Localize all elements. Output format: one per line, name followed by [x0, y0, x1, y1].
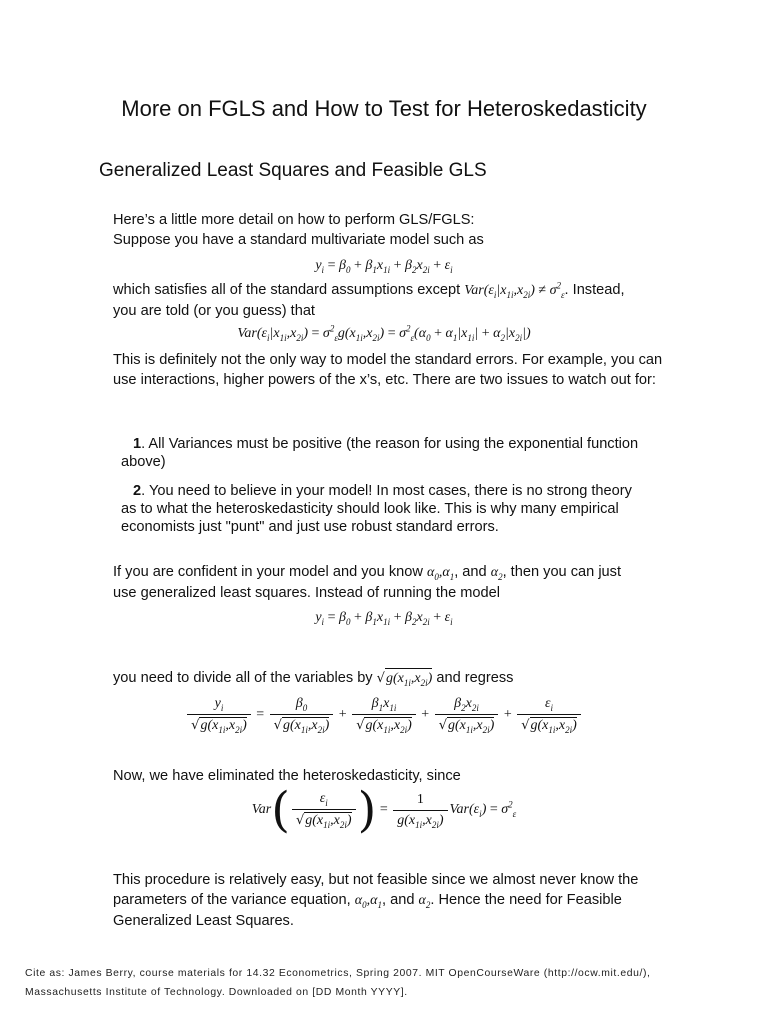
divide-text-a: you need to divide all of the variables by: [113, 670, 373, 686]
procedure-line-3: Generalized Least Squares.: [113, 913, 294, 929]
procedure-text-2a: parameters of the variance equation,: [113, 892, 351, 908]
alpha-2: $\alpha_2$: [490, 565, 503, 582]
transformed-regression-equation: $\frac{y_i}{√g(x_{1i},x_{2i})}$ = $\frac{\beta_0}{√g(x_{1i},x_{2i})}$ + $\frac{\beta_1x_{1i}}{√g(x_{1i},x_{2i})}$ + $\frac{\beta_2x_{2i}}{√g(x_{1i},x_{2i})}$ + $\frac{\varepsilon_i}{√g(x_{1i},x_{2i})}$: [0, 696, 768, 734]
confident-line-2: use generalized least squares. Instead of running the model: [113, 585, 500, 601]
variance-transformed-equation: Var( $\frac{\varepsilon_i}{√g(x_{1i},x_{2i})}$ ) = $\frac{1}{g(x_{1i},x_{2i})}$ $Var(\varepsilon_i) = \sigma^2_\varepsilon$: [251, 782, 517, 838]
section-heading: Generalized Least Squares and Feasible GLS: [99, 160, 487, 181]
eliminated-sentence: Now, we have eliminated the heteroskedasticity, since: [113, 768, 461, 784]
assumption-text-a: which satisfies all of the standard assumptions except: [113, 282, 461, 298]
assumption-paragraph: [113, 280, 683, 321]
procedure-alpha-2: $\alpha_2$: [418, 893, 431, 910]
issue-text-1: . All Variances must be positive (the reason for using the exponential function above): [121, 436, 639, 470]
confident-paragraph: [113, 562, 683, 603]
sqrt-g-expression: $√g(x_{1i},x_{2i})$: [377, 671, 433, 686]
procedure-paragraph: [113, 870, 683, 931]
variance-model-equation: $Var(\varepsilon_i|x_{1i},x_{2i}) = \sigma^2_\varepsilon g(x_{1i},x_{2i}) = \sigma^2_\varepsilon(\alpha_0 + \alpha_1|x_{1i}| + \alpha_2|x_{2i}|)$: [237, 323, 531, 343]
footer-line-2: Massachusetts Institute of Technology. Downloaded on [DD Month YYYY].: [25, 987, 408, 998]
footer-line-1: Cite as: James Berry, course materials for 14.32 Econometrics, Spring 2007. MIT OpenCourseWare (http://ocw.mit.edu/),: [25, 968, 651, 979]
alpha-list: $\alpha_0,\alpha_1$: [426, 565, 455, 582]
divide-text-b: and regress: [436, 670, 514, 686]
not-only-way-paragraph: This is definitely not the only way to model the standard errors. For example, you can use interactions, higher powers of the x’s, etc. There are two issues to watch out for:: [113, 352, 663, 388]
issue-text-2: . You need to believe in your model! In most cases, there is no strong theory as to what the heteroskedasticity should look like. This is why many empirical economists just "punt" and just use robust standard errors.: [121, 483, 632, 535]
assumption-line-2: you are told (or you guess) that: [113, 303, 315, 319]
issue-item-1: [121, 435, 641, 471]
model-equation-1: $y_i = \beta_0 + \beta_1x_{1i} + \beta_2x_{2i} + \varepsilon_i$: [315, 258, 453, 275]
procedure-line-1: This procedure is relatively easy, but not feasible since we almost never know the: [113, 872, 639, 888]
issue-number-1: 1: [133, 436, 142, 452]
intro-line-1: Here’s a little more detail on how to perform GLS/FGLS:: [113, 212, 475, 228]
model-equation-2: $y_i = \beta_0 + \beta_1x_{1i} + \beta_2x_{2i} + \varepsilon_i$: [315, 610, 453, 627]
intro-paragraph: [113, 210, 683, 250]
procedure-text-2b: , and: [381, 892, 415, 908]
page-title: More on FGLS and How to Test for Heteroskedasticity: [121, 96, 647, 121]
confident-text-c: , then you can just: [502, 564, 622, 580]
issue-item-2: [121, 482, 641, 536]
confident-text-a: If you are confident in your model and you know: [113, 564, 423, 580]
confident-text-b: , and: [454, 564, 487, 580]
procedure-alpha-list: $\alpha_0,\alpha_1$: [354, 893, 382, 910]
assumption-text-b: . Instead,: [564, 282, 625, 298]
intro-line-2: Suppose you have a standard multivariate model such as: [113, 232, 484, 248]
procedure-text-2c: . Hence the need for Feasible: [430, 892, 622, 908]
divide-paragraph: [113, 668, 683, 689]
issue-number-2: 2: [133, 483, 142, 499]
variance-inequality: $Var(\varepsilon_i|x_{1i},x_{2i}) \ne \sigma^2_\varepsilon$: [464, 280, 565, 300]
citation-footer: [25, 964, 765, 1002]
